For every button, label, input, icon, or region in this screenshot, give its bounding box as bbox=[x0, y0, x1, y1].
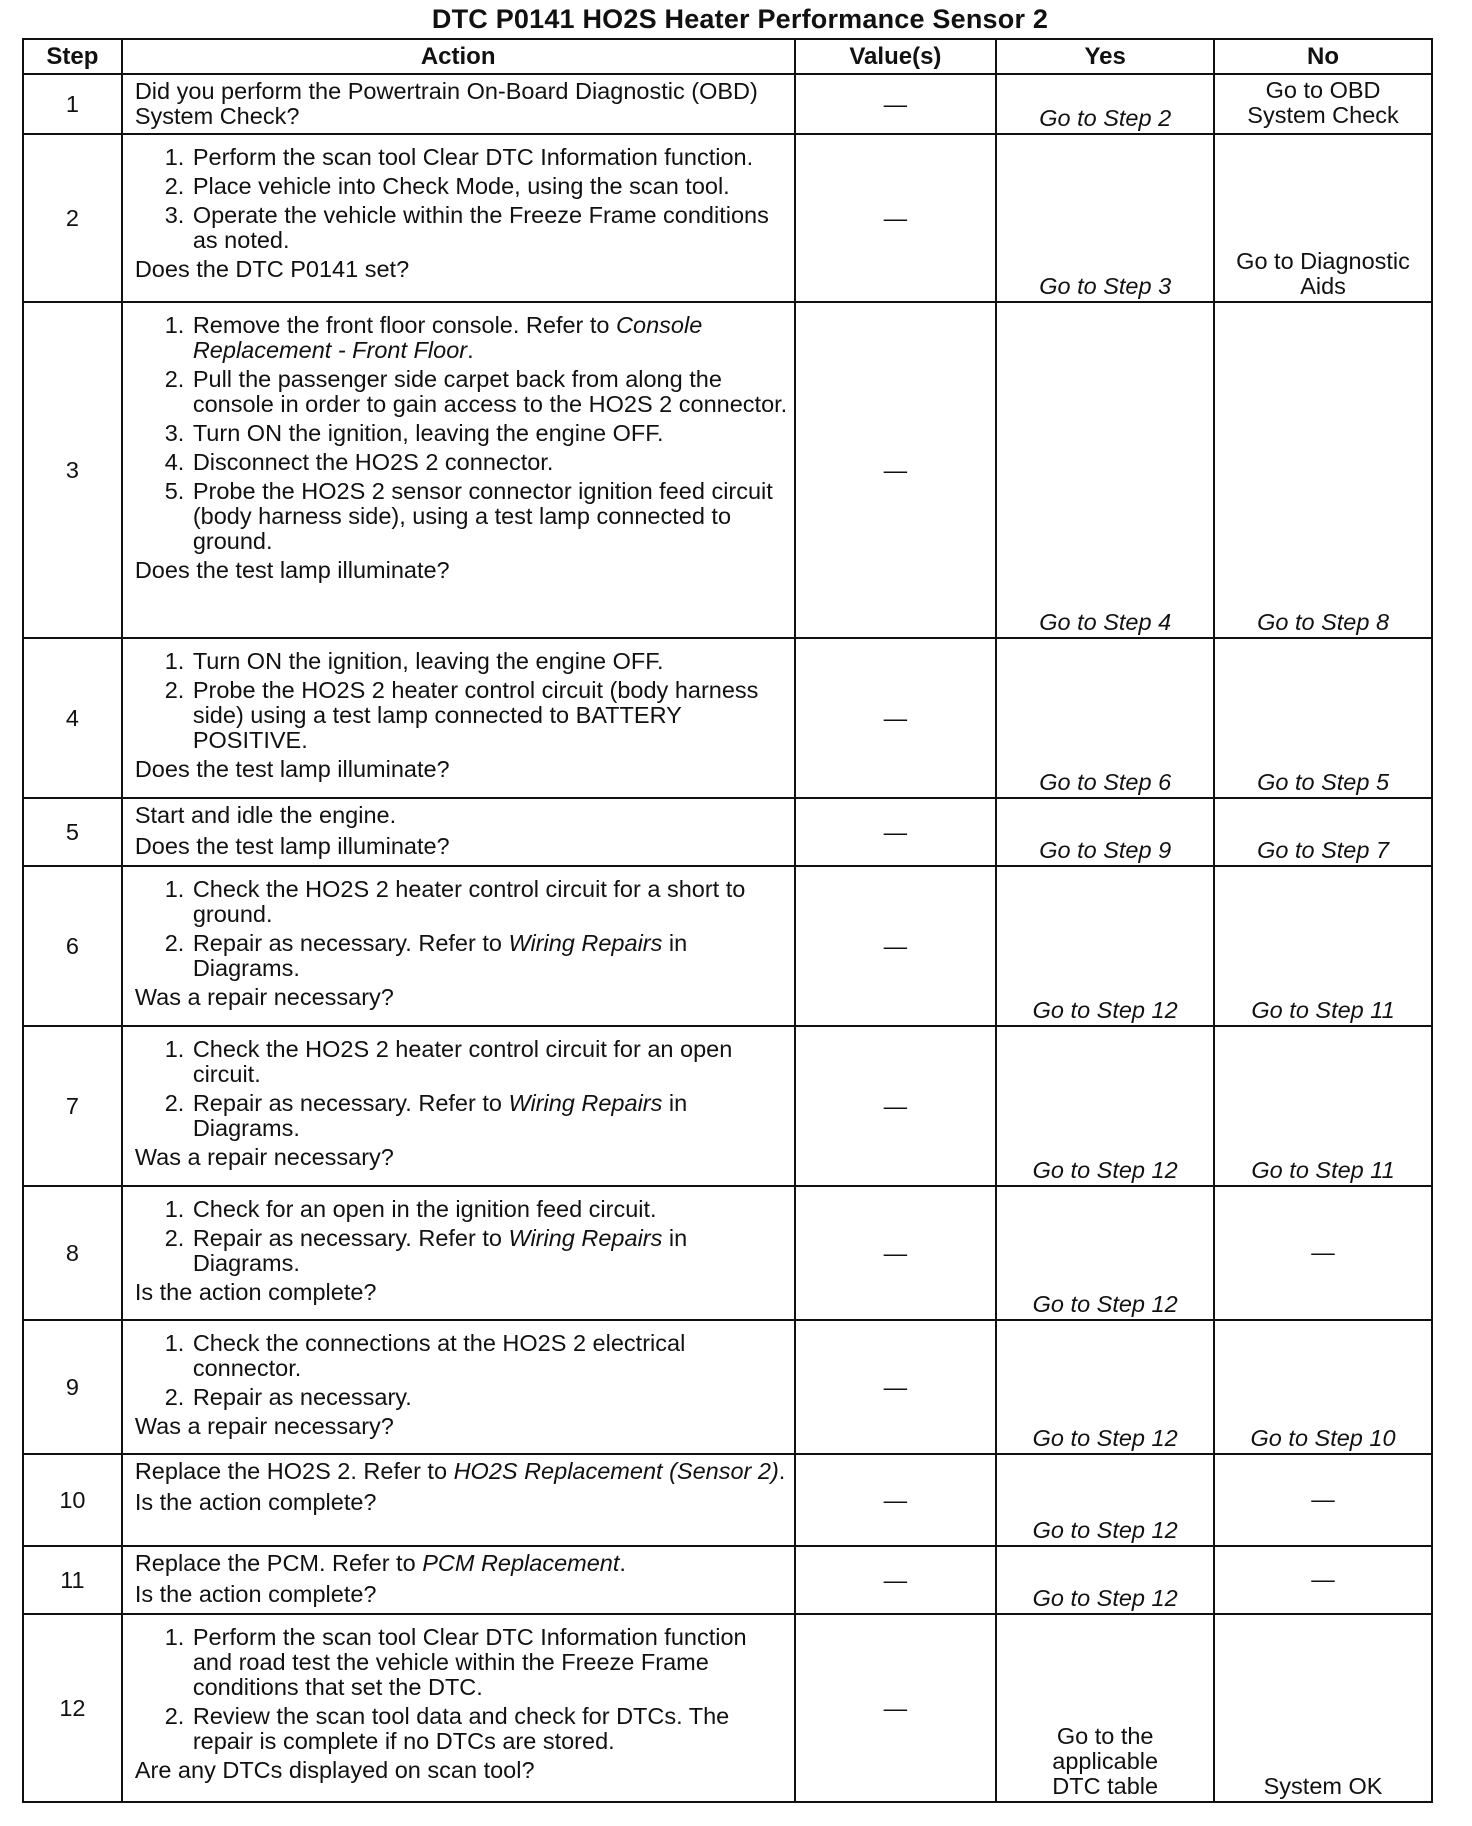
list-item: 2. Repair as necessary. bbox=[191, 1385, 788, 1410]
value-cell: — bbox=[795, 1454, 997, 1546]
step-number: 4 bbox=[23, 638, 122, 798]
header-row bbox=[23, 39, 1432, 74]
action-list bbox=[135, 313, 788, 554]
step-number: 12 bbox=[23, 1614, 122, 1802]
value-cell: — bbox=[795, 1186, 997, 1320]
list-item-tail: in Diagrams. bbox=[192, 1090, 688, 1141]
yes-cell: Go to Step 12 bbox=[996, 1454, 1214, 1546]
action-cell bbox=[122, 798, 795, 866]
action-text: Did you perform the Powertrain On-Board Diagnostic (OBD) System Check? bbox=[134, 78, 758, 129]
reference-link: Wiring Repairs bbox=[508, 1225, 663, 1251]
no-cell: — bbox=[1214, 1454, 1432, 1546]
yes-cell: Go to Step 12 bbox=[996, 1320, 1214, 1454]
step-number: 11 bbox=[23, 1546, 122, 1614]
value-cell: — bbox=[795, 1320, 997, 1454]
step-number: 8 bbox=[23, 1186, 122, 1320]
no-cell: — bbox=[1214, 1546, 1432, 1614]
table-row bbox=[23, 134, 1432, 302]
question-text: Is the action complete? bbox=[134, 1489, 377, 1515]
action-cell bbox=[122, 302, 795, 638]
list-item: 3. Operate the vehicle within the Freeze Frame conditions as noted. bbox=[191, 203, 788, 253]
list-item: 1. Perform the scan tool Clear DTC Information function and road test the vehicle within the Freeze Frame conditions that set the DTC. bbox=[191, 1625, 788, 1700]
yes-cell: Go to Step 9 bbox=[996, 798, 1214, 866]
action-cell bbox=[122, 1026, 795, 1186]
header-step: Step bbox=[23, 39, 122, 74]
yes-cell: Go to Step 3 bbox=[996, 134, 1214, 302]
action-cell bbox=[122, 1320, 795, 1454]
action-text-lead: Replace the HO2S 2. Refer to bbox=[134, 1458, 448, 1484]
action-cell bbox=[122, 74, 795, 134]
action-list bbox=[135, 877, 788, 981]
list-item-tail: in Diagrams. bbox=[192, 1225, 688, 1276]
table-row bbox=[23, 1614, 1432, 1802]
list-item-text: Repair as necessary. Refer to bbox=[192, 1225, 502, 1251]
list-item-tail: in Diagrams. bbox=[192, 930, 688, 981]
question-text: Was a repair necessary? bbox=[134, 1144, 394, 1170]
action-list bbox=[135, 1037, 788, 1141]
question-text: Does the DTC P0141 set? bbox=[134, 256, 410, 282]
list-item-text: Remove the front floor console. Refer to bbox=[192, 312, 610, 338]
value-cell: — bbox=[795, 1614, 997, 1802]
yes-cell: Go to Step 4 bbox=[996, 302, 1214, 638]
action-text: Start and idle the engine. bbox=[134, 802, 397, 828]
list-item bbox=[191, 1091, 788, 1141]
yes-cell: Go to Step 2 bbox=[996, 74, 1214, 134]
list-item: 1. Check the connections at the HO2S 2 electrical connector. bbox=[191, 1331, 788, 1381]
yes-cell: Go to Step 12 bbox=[996, 1546, 1214, 1614]
action-text: Replace the PCM. Refer to PCM Replacement. bbox=[134, 1550, 626, 1576]
reference-link: Wiring Repairs bbox=[508, 1090, 663, 1116]
step-number: 2 bbox=[23, 134, 122, 302]
reference-link: Wiring Repairs bbox=[508, 930, 663, 956]
list-item: 1. Check the HO2S 2 heater control circuit for a short to ground. bbox=[191, 877, 788, 927]
header-values: Value(s) bbox=[795, 39, 997, 74]
no-text: Go to Diagnostic Aids bbox=[1236, 248, 1410, 299]
question-text: Does the test lamp illuminate? bbox=[134, 833, 450, 859]
step-number: 9 bbox=[23, 1320, 122, 1454]
yes-cell bbox=[996, 1614, 1214, 1802]
list-item-text: Repair as necessary. Refer to bbox=[192, 930, 502, 956]
list-item: 1. Perform the scan tool Clear DTC Information function. bbox=[191, 145, 788, 170]
list-item bbox=[191, 931, 788, 981]
value-cell: — bbox=[795, 74, 997, 134]
table-row bbox=[23, 798, 1432, 866]
no-cell: System OK bbox=[1214, 1614, 1432, 1802]
question-text: Was a repair necessary? bbox=[134, 1413, 394, 1439]
no-text: Go to OBD System Check bbox=[1247, 77, 1399, 128]
action-list bbox=[135, 1331, 788, 1410]
step-number: 7 bbox=[23, 1026, 122, 1186]
header-yes: Yes bbox=[996, 39, 1214, 74]
list-item-text: Repair as necessary. Refer to bbox=[192, 1090, 502, 1116]
no-cell: Go to Step 8 bbox=[1214, 302, 1432, 638]
yes-cell: Go to Step 6 bbox=[996, 638, 1214, 798]
list-item: 1. Remove the front floor console. Refer to Console Replacement - Front Floor. bbox=[191, 313, 788, 363]
step-number: 10 bbox=[23, 1454, 122, 1546]
value-cell: — bbox=[795, 798, 997, 866]
yes-cell: Go to Step 12 bbox=[996, 1186, 1214, 1320]
value-cell: — bbox=[795, 302, 997, 638]
no-cell: Go to Step 11 bbox=[1214, 1026, 1432, 1186]
list-item: 5. Probe the HO2S 2 sensor connector ignition feed circuit (body harness side), using a test lamp connected to ground. bbox=[191, 479, 788, 554]
list-item: 3. Turn ON the ignition, leaving the engine OFF. bbox=[191, 421, 788, 446]
list-item: 1. Turn ON the ignition, leaving the engine OFF. bbox=[191, 649, 788, 674]
step-number: 6 bbox=[23, 866, 122, 1026]
action-cell bbox=[122, 866, 795, 1026]
no-cell bbox=[1214, 74, 1432, 134]
yes-cell: Go to Step 12 bbox=[996, 1026, 1214, 1186]
table-row bbox=[23, 866, 1432, 1026]
value-cell: — bbox=[795, 866, 997, 1026]
question-text: Was a repair necessary? bbox=[134, 984, 394, 1010]
value-cell: — bbox=[795, 1026, 997, 1186]
action-cell bbox=[122, 134, 795, 302]
no-cell bbox=[1214, 134, 1432, 302]
header-no: No bbox=[1214, 39, 1432, 74]
list-item: 4. Disconnect the HO2S 2 connector. bbox=[191, 450, 788, 475]
no-cell: Go to Step 10 bbox=[1214, 1320, 1432, 1454]
action-list bbox=[135, 649, 788, 753]
question-text: Does the test lamp illuminate? bbox=[134, 756, 450, 782]
action-list bbox=[135, 1197, 788, 1276]
table-row bbox=[23, 1546, 1432, 1614]
step-number: 5 bbox=[23, 798, 122, 866]
value-cell: — bbox=[795, 638, 997, 798]
page-title: DTC P0141 HO2S Heater Performance Sensor 2 bbox=[431, 4, 1049, 34]
action-cell bbox=[122, 1186, 795, 1320]
header-action: Action bbox=[122, 39, 795, 74]
dtc-table bbox=[22, 38, 1433, 1803]
action-cell bbox=[122, 1454, 795, 1546]
reference-link: Console Replacement - Front Floor bbox=[192, 312, 703, 363]
reference-link: PCM Replacement bbox=[422, 1550, 620, 1576]
value-cell: — bbox=[795, 1546, 997, 1614]
action-cell bbox=[122, 1546, 795, 1614]
action-cell bbox=[122, 638, 795, 798]
table-row bbox=[23, 1454, 1432, 1546]
question-text: Are any DTCs displayed on scan tool? bbox=[134, 1757, 535, 1783]
list-item: 2. Review the scan tool data and check for DTCs. The repair is complete if no DTCs are stored. bbox=[191, 1704, 788, 1754]
yes-text: Go to the applicable DTC table bbox=[1052, 1723, 1159, 1799]
action-list bbox=[135, 145, 788, 253]
list-item: 2. Pull the passenger side carpet back from along the console in order to gain access to the HO2S 2 connector. bbox=[191, 367, 788, 417]
table-row bbox=[23, 302, 1432, 638]
table-row bbox=[23, 638, 1432, 798]
table-row bbox=[23, 1186, 1432, 1320]
no-cell: Go to Step 7 bbox=[1214, 798, 1432, 866]
yes-cell: Go to Step 12 bbox=[996, 866, 1214, 1026]
no-cell: — bbox=[1214, 1186, 1432, 1320]
question-text: Is the action complete? bbox=[134, 1581, 377, 1607]
table-row bbox=[23, 1320, 1432, 1454]
reference-link: HO2S Replacement (Sensor 2) bbox=[453, 1458, 779, 1484]
no-cell: Go to Step 5 bbox=[1214, 638, 1432, 798]
list-item bbox=[191, 1226, 788, 1276]
action-list bbox=[135, 1625, 788, 1754]
value-cell: — bbox=[795, 134, 997, 302]
list-item: 1. Check the HO2S 2 heater control circuit for an open circuit. bbox=[191, 1037, 788, 1087]
action-text: Replace the HO2S 2. Refer to HO2S Replacement (Sensor 2). bbox=[134, 1458, 786, 1484]
table-row bbox=[23, 1026, 1432, 1186]
table-row bbox=[23, 74, 1432, 134]
list-item: 2. Place vehicle into Check Mode, using the scan tool. bbox=[191, 174, 788, 199]
no-cell: Go to Step 11 bbox=[1214, 866, 1432, 1026]
action-cell bbox=[122, 1614, 795, 1802]
step-number: 1 bbox=[23, 74, 122, 134]
list-item: 2. Probe the HO2S 2 heater control circuit (body harness side) using a test lamp connected to BATTERY POSITIVE. bbox=[191, 678, 788, 753]
action-text-lead: Replace the PCM. Refer to bbox=[134, 1550, 416, 1576]
question-text: Is the action complete? bbox=[134, 1279, 377, 1305]
list-item: 1. Check for an open in the ignition feed circuit. bbox=[191, 1197, 788, 1222]
question-text: Does the test lamp illuminate? bbox=[134, 557, 450, 583]
step-number: 3 bbox=[23, 302, 122, 638]
